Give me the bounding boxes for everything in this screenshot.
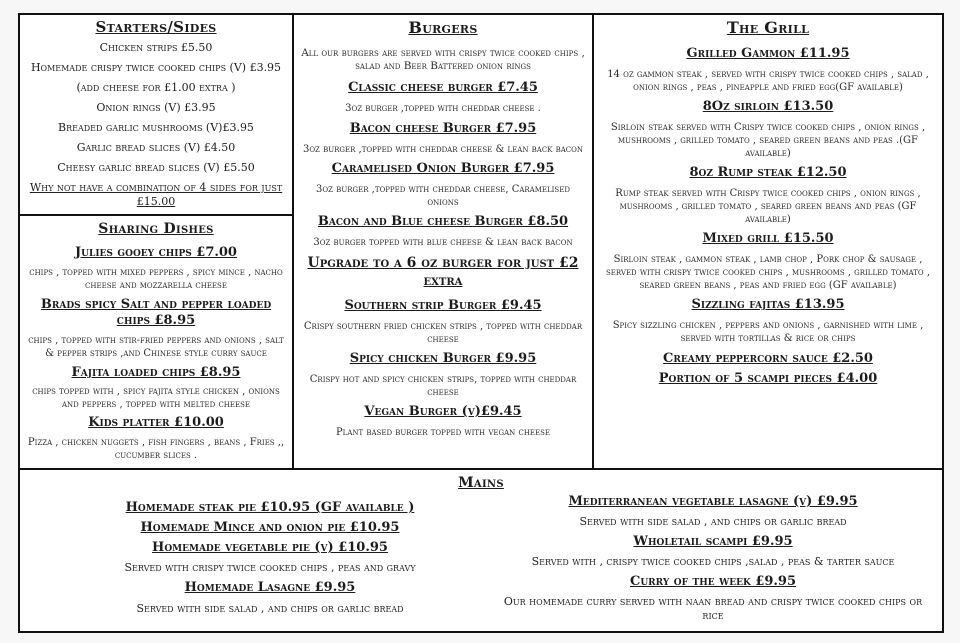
grill-item-title: Grilled Gammon £11.95 [686,46,850,61]
starters-sides-panel [18,13,294,216]
sharing-item-title: Julies gooey chips £7.00 [75,245,237,260]
sharing-item-title: Fajita loaded chips £8.95 [71,365,241,380]
mains-item-title: Homemade Mince and onion pie £10.95 [140,520,400,535]
grill-panel [592,13,944,470]
sharing-dishes-panel [18,214,294,470]
sharing-item-desc: chips , topped with mixed peppers , spicy mince , nacho cheese and mozzarella cheese [29,267,283,291]
mains-item-desc: Served with side salad , and chips or garlic bread [579,515,847,528]
starters-heading: Starters/Sides [95,18,217,36]
grill-item-desc: Rump steak served with Crispy twice cooked chips , onion rings , mushrooms , grilled tomato , seared green beans and peas (GF available) [615,188,921,225]
mains-item-title: Homemade Lasagne £9.95 [184,580,356,595]
burger-item-desc: 3oz burger ,topped with cheddar cheese . [345,103,541,114]
grill-item-desc: 14 oz gammon steak , served with crispy twice cooked chips , salad , onion rings , peas , pineapple and fried egg(GF available) [607,69,929,93]
sharing-item-title: Kids platter £10.00 [88,415,224,430]
mains-item-desc: Our homemade curry served with naan bread and crispy twice cooked chips or rice [503,595,923,622]
burgers-heading: Burgers [408,18,478,37]
starter-line: Onion rings (V) £3.95 [96,101,216,114]
starter-line: Homemade crispy twice cooked chips (V) £3.95 [30,61,282,74]
grill-heading: The Grill [726,18,810,37]
sharing-item-title: Brads spicy Salt and pepper loaded chips £8.95 [40,297,272,328]
burger-item-desc: Crispy hot and spicy chicken strips, topped with cheddar cheese [309,374,577,398]
grill-extra: Creamy peppercorn sauce £2.50 [663,351,873,366]
mains-item-desc: Served with , crispy twice cooked chips ,salad , peas & tarter sauce [531,555,895,568]
mains-right-column [482,494,944,623]
burger-item-desc: 3oz burger ,topped with cheddar cheese & lean back bacon [302,144,584,155]
grill-item-title: Mixed grill £15.50 [702,231,834,246]
grill-extra: Portion of 5 scampi pieces £4.00 [658,371,878,386]
grill-item-desc: Sirloin steak served with Crispy twice cooked chips , onion rings , mushrooms , grilled tomato , seared green beans and peas .(GF available) [610,122,926,159]
starter-line: Cheesy garlic bread slices (V) £5.50 [57,161,255,174]
upgrade-offer: Upgrade to a 6 oz burger for just £2 extra [307,255,579,289]
burgers-panel [292,13,594,470]
mains-heading: Mains [458,475,504,491]
mains-item-desc: Served with side salad , and chips or garlic bread [136,602,404,615]
starter-line: (add cheese for £1.00 extra ) [76,81,236,94]
sharing-heading: Sharing Dishes [98,221,214,237]
starter-line: Breaded garlic mushrooms (V)£3.95 [58,121,254,134]
burger-item-title: Vegan Burger (v)£9.45 [364,404,522,419]
grill-item-desc: Spicy sizzling chicken , peppers and onions , garnished with lime , served with tortillas & rice or chips [612,320,924,344]
mains-panel [18,468,944,633]
starter-line: Garlic bread slices (V) £4.50 [76,141,236,154]
burger-item-title: Southern strip Burger £9.45 [344,298,542,313]
burger-item-desc: Crispy southern fried chicken strips , topped with cheddar cheese [303,321,583,345]
mains-item-title: Homemade steak pie £10.95 (GF available ) [125,500,415,515]
burger-item-desc: 3oz burger topped with blue cheese & lean back bacon [313,237,573,248]
sharing-item-desc: chips topped with , spicy fajita style chicken , onions and peppers , topped with melted cheese [32,386,280,410]
grill-item-desc: Sirloin steak , gammon steak , lamb chop , Pork chop & sausage , served with crispy twice cooked chips , mushrooms , grilled tomato , seared green beans , peas and fried egg (GF available) [605,254,931,291]
burger-item-desc: 3oz burger ,topped with cheddar cheese, Caramelised onions [316,184,570,208]
grill-item-title: 8oz Rump steak £12.50 [689,165,847,180]
grill-item-title: Sizzling fajitas £13.95 [691,297,845,312]
mains-item-desc: Served with crispy twice cooked chips , peas and gravy [124,561,416,574]
burgers-intro: All our burgers are served with crispy twice cooked chips , salad and Beer Battered onion rings [301,47,585,72]
sharing-item-desc: chips , topped with stir-fried peppers and onions , salt & pepper strips ,and Chinese style curry sauce [28,335,284,359]
burger-item-title: Spicy chicken Burger £9.95 [349,351,537,366]
starter-line: Chicken strips £5.50 [99,41,213,54]
burger-item-title: Bacon and Blue cheese Burger £8.50 [317,214,569,229]
sharing-item-desc: Pizza , chicken nuggets , fish fingers , beans , Fries ,, cucumber slices . [27,437,285,461]
combo-offer: Why not have a combination of 4 sides for just £15.00 [29,181,283,208]
grill-item-title: 8Oz sirloin £13.50 [702,99,834,114]
mains-item-title: Homemade vegetable pie (v) £10.95 [152,540,388,555]
mains-item-title: Curry of the week £9.95 [629,574,797,589]
mains-item-title: Wholetail scampi £9.95 [633,534,793,549]
burger-item-title: Caramelised Onion Burger £7.95 [331,161,555,176]
burger-item-title: Classic cheese burger £7.45 [348,80,538,95]
burger-item-title: Bacon cheese Burger £7.95 [349,121,537,136]
mains-item-title: Mediterranean vegetable lasagne (v) £9.95 [568,494,858,509]
mains-left-column [60,500,480,616]
burger-item-desc: Plant based burger topped with vegan cheese [335,427,551,438]
